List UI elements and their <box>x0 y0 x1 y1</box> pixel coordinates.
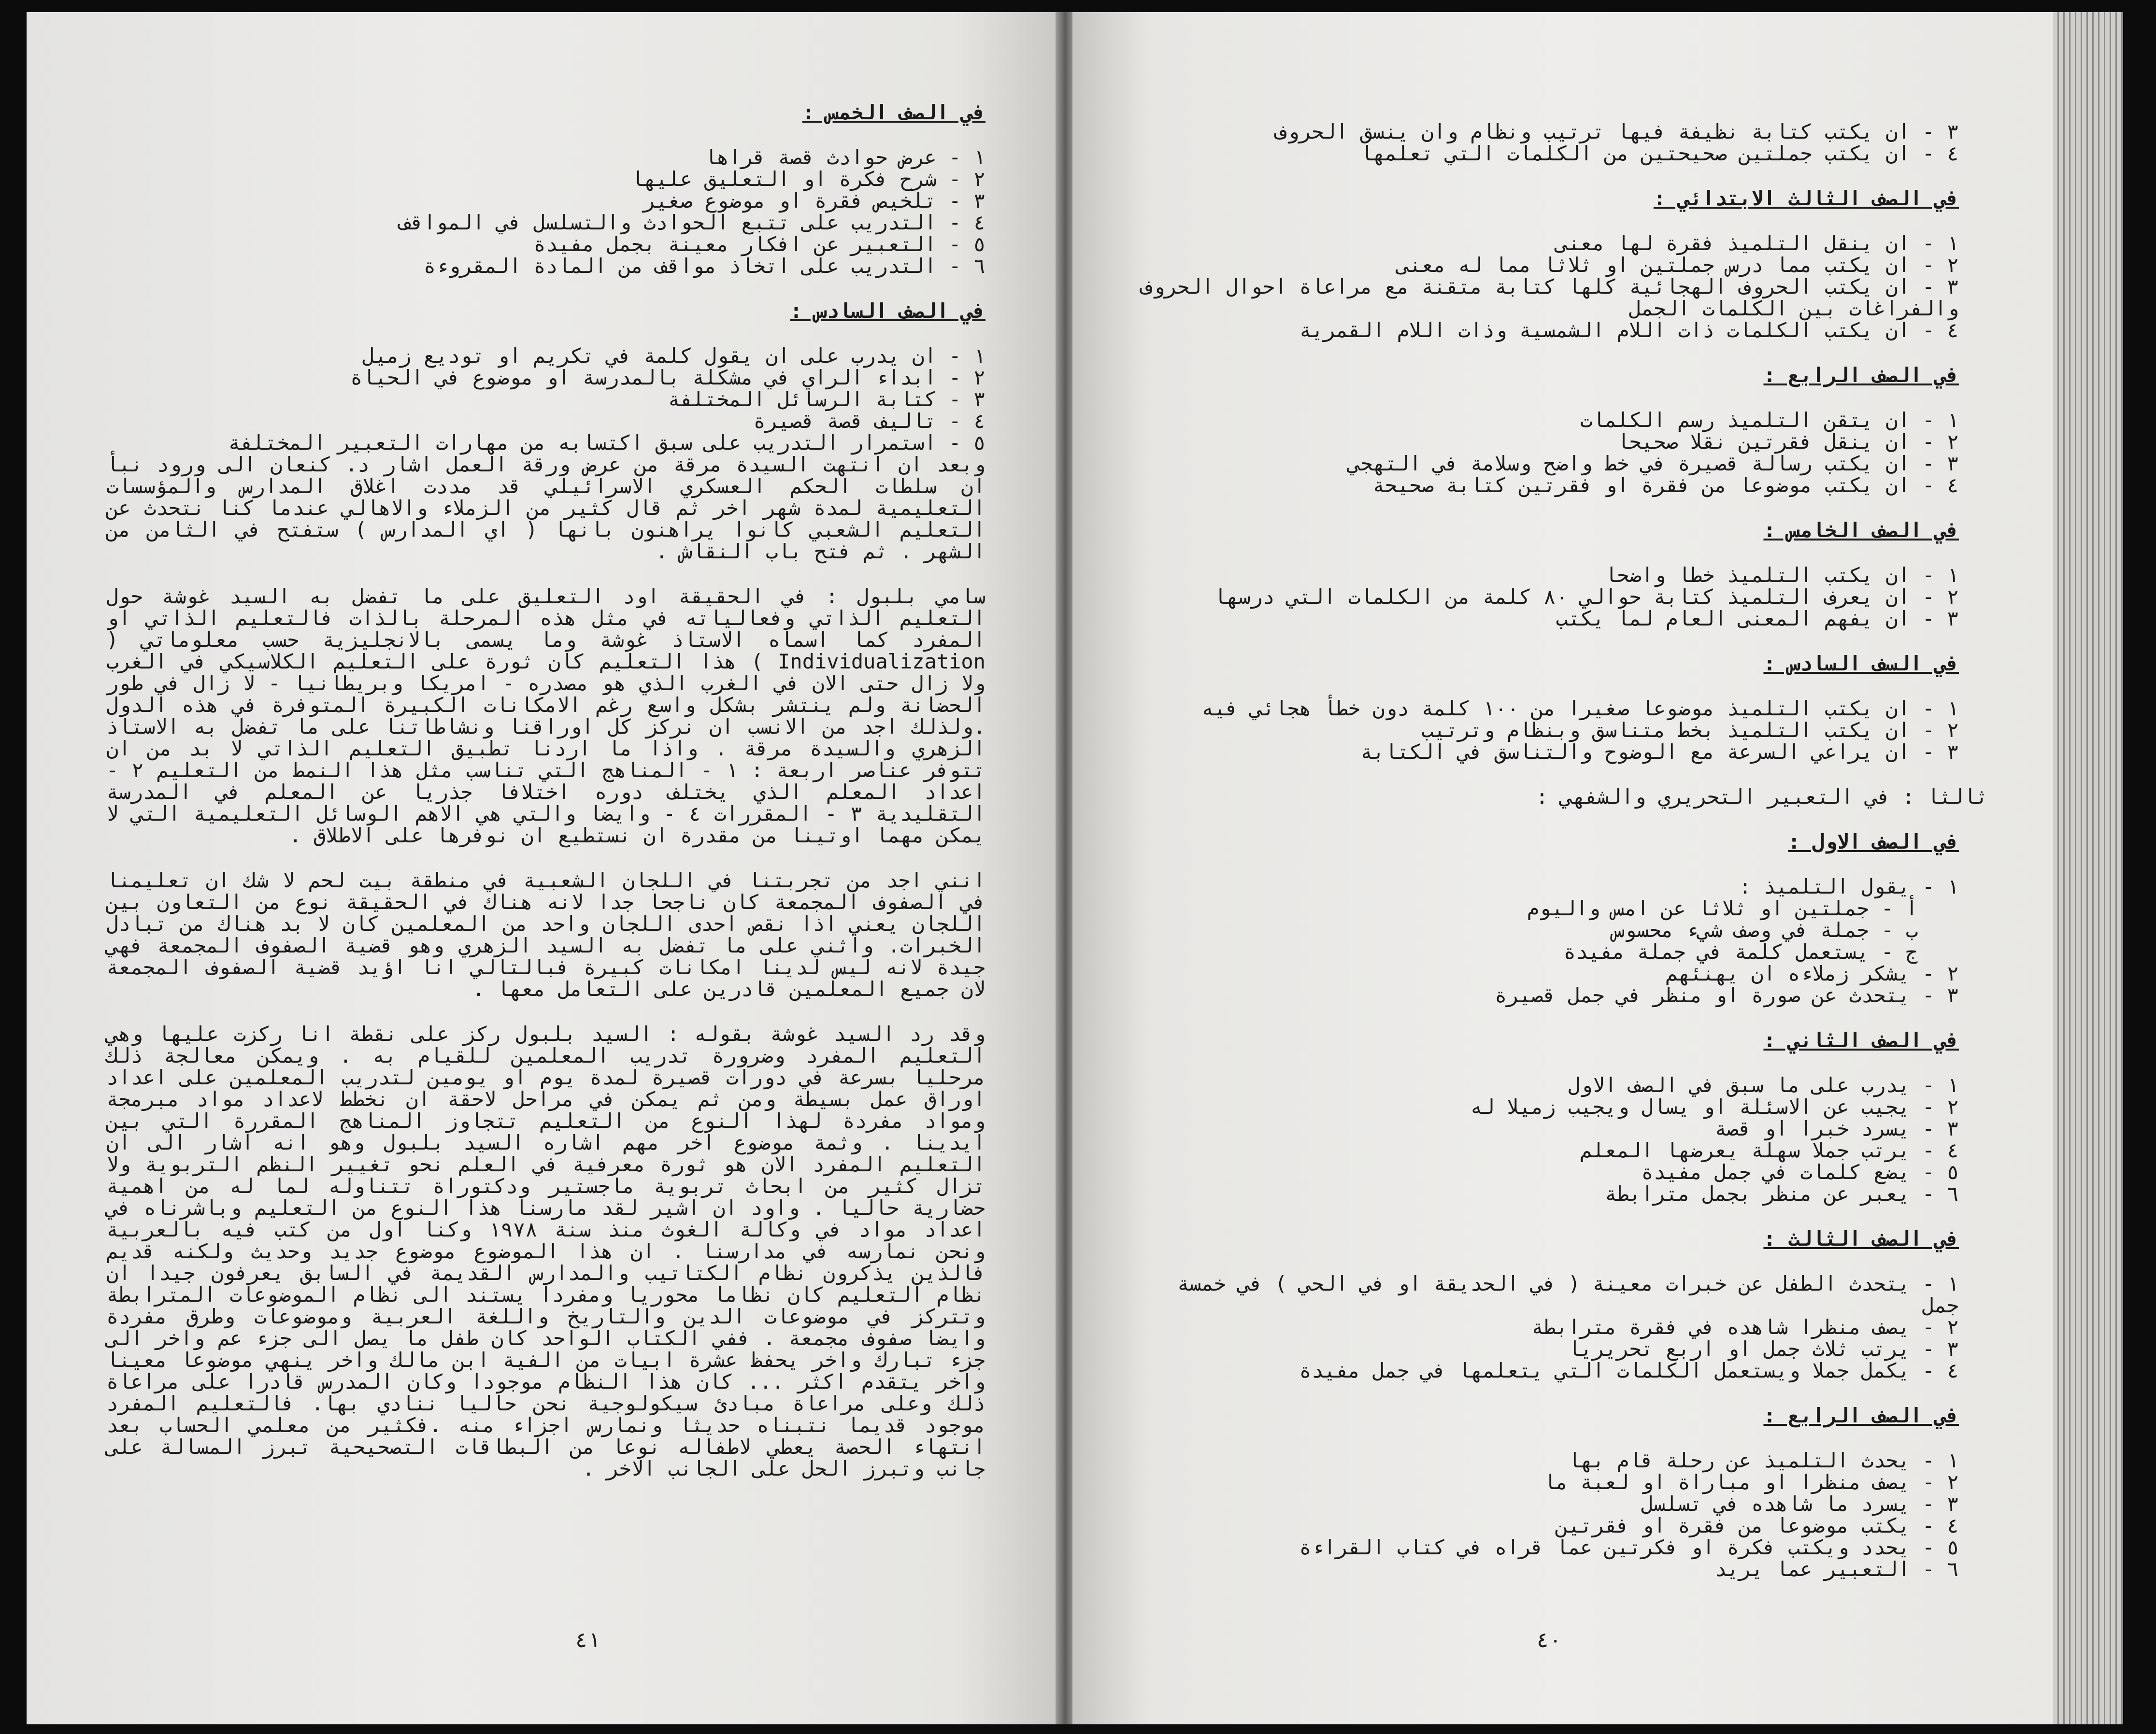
list-item: ٢ - يصف منظرا او مباراة او لعبة ما <box>1543 1470 1959 1494</box>
left-page-text <box>106 101 985 1479</box>
list-item: ٢ - ان ينقل فقرتين نقلا صحيحا <box>1616 430 1959 454</box>
list-item: ١ - يدرب على ما سبق في الصف الاول <box>1568 1073 1959 1097</box>
discussion-paragraph: وقد رد السيد غوشة بقوله : السيد بلبول ركز على نقطة انا ركزت عليها وهي التعليم المفرد وضرورة تدريب المعلمين للقيام به . ويمكن معالجة ذلك مرحليا بسرعة في دورات قصيرة لمدة يوم او يومين لتدريب المعلمين على اعداد اوراق عمل بسيطة ومن ثم يمكن في مراحل لاحقة ان نخطط لاعداد مواد مبرمجة ومواد مفردة لهذا النوع من التعليم تتجاوز المناهج المقررة التي بين ايدينا . وثمة موضوع اخر مهم اشاره السيد بلبول وهو انه اشار الى ان التعليم المفرد الان هو ثورة معرفية في العلم نحو تغيير النظم التربوية ولا تزال كثير من ابحاث تربوية ماجستير ودكتوراة تتناوله لما له من اهمية حضارية حاليا . واود ان اشير لقد مارسنا هذا النوع من التعليم وباشرناه في اعداد مواد في وكالة الغوث منذ سنة ١٩٧٨ وكنا اول من كتب فيه بالعربية ونحن نمارسه في مدارسنا . ان هذا الموضوع موضوع جديد وحديث ولكنه قديم فالذين يذكرون نظام الكتاتيب والمدارس القديمة في السابق يعرفون جيدا ان نظام التعليم كان نظاما محوريا ومفردا يستند الى نظام الموضوعات المترابطة وتتركز في موضوعات الدين والتاريخ واللغة العربية وموضوعات وطرق مفردة وايضا صفوف مجمعة . ففي الكتاب الواحد كان طفل ما يصل الى جزء عم واخر الى جزء تبارك واخر يحفظ عشرة ابيات من الفية ابن مالك واخر ينهي موضوعا معينا واخر يتقدم اكثر ... كان هذا النظام موجودا وكان المدرس قادرا على مراعاة ذلك وعلى مراعاة مبادئ سيكولوجية نحن حاليا ننادي بها. فالتعليم المفرد موجود قديما نتبناه حديثا ونمارس اجزاء منه .فكثير من معلمي الحساب بعد انتهاء الحصة يعطي لاطفاله نوعا من البطاقات التصحيحية تبرز المسالة على جانب وتبرز الحل على الجانب الاخر . <box>106 1022 985 1480</box>
list-item: ٣ - يسرد ما شاهده في تسلسل <box>1641 1492 1959 1516</box>
left-page <box>27 12 1058 1724</box>
discussion-paragraph: سامي بلبول : في الحقيقة اود التعليق على ما تفضل به السيد غوشة حول التعليم الذاتي وفعالياته في مثل هذه المرحلة بالذات فالتعليم الذاتي او المفرد كما اسماه الاستاذ غوشة وما يسمى بالانجليزية حسب معلوماتي ( Individualization ) هذا التعليم كان ثورة على التعليم الكلاسيكي في الغرب ولا زال حتى الان في الغرب الذي هو مصدره - امريكا وبريطانيا - لا زال في طور الحضانة ولم ينتشر بشكل واسع رغم الامكانات الكبيرة المتوفرة في هذه الدول .ولذلك اجد من الانسب ان نركز كل اوراقنا ونشاطاتنا على ما تفضل به الاستاذ الزهري والسيدة مرقة . واذا ما اردنا تطبيق التعليم الذاتي لا بد من ان تتوفر عناصر اربعة : ١ - المناهج التي تناسب مثل هذا النمط من التعليم ٢ - اعداد المعلم الذي يختلف دوره اختلافا جذريا عن المعلم في المدرسة التقليدية ٣ - المقررات ٤ - وايضا والتي هي الاهم الوسائل التعليمية التي لا يمكن مهما اوتينا من مقدرة ان نستطيع ان نوفرها على الاطلاق . <box>106 584 985 847</box>
list-item: ٥ - التعبير عن افكار معينة بجمل مفيدة <box>533 232 985 256</box>
list-item: ١ - ان يدرب على ان يقول كلمة في تكريم او توديع زميل <box>362 344 985 368</box>
right-page-text <box>1130 120 1988 1581</box>
section-heading: في الصف الثالث الابتدائي : <box>1653 186 1959 210</box>
section-heading: في الصف الخامس : <box>1763 518 1959 542</box>
list-item: ٤ - يكتب موضوعا من فقرة او فقرتين <box>1556 1514 1959 1537</box>
objectives-list <box>1130 232 1959 341</box>
list-item: ١ - ان ينقل التلميذ فقرة لها معنى <box>1556 231 1959 255</box>
list-item: ٣ - ان يراعي السرعة مع الوضوح والتناسق في الكتابة <box>1360 740 1959 764</box>
page-number: ٤٠ <box>1536 1628 1562 1652</box>
book-spine <box>1056 12 1075 1724</box>
list-item: ٦ - التعبير عما يريد <box>1714 1557 1959 1581</box>
list-item: ٥ - يحدد ويكتب فكرة او فكرتين عما قراه في كتاب القراءة <box>1299 1535 1959 1559</box>
section-heading: في السف السادس : <box>1763 652 1959 675</box>
list-item: ٤ - يرتب جملا سهلة يعرضها المعلم <box>1580 1138 1959 1162</box>
list-item: ٢ - ابداء الراي في مشكلة بالمدرسة او موضوع في الحياة <box>350 366 985 389</box>
objectives-list <box>1130 1273 1959 1381</box>
page-number: ٤١ <box>575 1628 600 1652</box>
list-item: ٦ - التدريب على اتخاذ مواقف من المادة المقروءة <box>423 254 985 278</box>
list-item: ٣ - ان يكتب الحروف الهجائية كلها كتابة متقنة مع مراعاة احوال الحروف والفراغات بين الكلمات الجمل <box>1140 275 1959 320</box>
discussion-paragraph: وبعد ان انتهت السيدة مرقة من عرض ورقة العمل اشار د. كنعان الى ورود نبأ ان سلطات الحكم العسكري الاسرائيلي قد مددت اغلاق المدارس والمؤسسات التعليمية لمدة شهر اخر ثم قال كثير من الزملاء والاهالي عندما كنا نتحدث عن التعليم الشعبي كانوا يراهنون بانها ( اي المدارس ) ستفتح في الثامن من الشهر . ثم فتح باب النقاش . <box>106 453 985 563</box>
list-item: ٣ - ان يفهم المعنى العام لما يكتب <box>1556 607 1959 630</box>
list-item: ٤ - ان يكتب الكلمات ذات اللام الشمسية وذات اللام القمرية <box>1299 318 1959 342</box>
list-item: ٣ - يرتب ثلاث جمل او اربع تحريريا <box>1568 1337 1959 1361</box>
list-item: ١ - ان يكتب التلميذ موضوعا صغيرا من ١٠٠ كلمة دون خطأ هجائي فيه <box>1201 696 1959 720</box>
list-item: ٢ - يشكر زملاءه ان يهنئهم <box>1666 962 1959 985</box>
list-item: ٤ - ان يكتب جملتين صحيحتين من الكلمات التي تعلمها <box>1360 142 1959 165</box>
list-item: ٢ - يجيب عن الاسئلة او يسال ويجيب زميلا له <box>1470 1095 1959 1119</box>
list-item: ج - يستعمل كلمة في جملة مفيدة <box>1563 940 1918 964</box>
list-item: ١ - ان يكتب التلميذ خطا واضحا <box>1604 563 1959 587</box>
list-item: ٢ - ان يكتب مما درس جملتين او ثلاثا مما له معنى <box>1397 253 1959 277</box>
part-heading: ثالثا : في التعبير التحريري والشفهي : <box>1536 785 1988 809</box>
list-item: ١ - يحدث التلميذ عن رحلة قام بها <box>1568 1449 1959 1472</box>
list-item: ٣ - تلخيص فقرة او موضوع صغير <box>643 189 985 213</box>
objectives-list <box>1130 1074 1959 1205</box>
list-item: ٤ - تاليف قصة قصيرة <box>753 409 985 433</box>
list-item: ٤ - التدريب على تتبع الحوادث والتسلسل في المواقف <box>399 211 985 234</box>
objectives-list <box>106 146 985 277</box>
list-item: ١ - يقول التلميذ : <box>1739 875 1959 898</box>
list-item: ٣ - يسرد خبرا او قصة <box>1714 1117 1959 1140</box>
list-item: ٥ - استمرار التدريب على سبق اكتسابه من مهارات التعبير المختلفة <box>228 431 985 455</box>
list-item: ٣ - كتابة الرسائل المختلفة <box>668 387 985 411</box>
list-item: ١ - عرض حوادث قصة قراها <box>704 145 985 169</box>
objectives-list <box>1130 876 1959 1006</box>
objectives-list <box>1130 1450 1959 1580</box>
open-booklet <box>27 12 2123 1724</box>
list-item: ٣ - ان يكتب كتابة نظيفة فيها ترتيب ونظام وان ينسق الحروف <box>1274 120 1959 143</box>
list-item: ٢ - يصف منظرا شاهده في فقرة مترابطة <box>1531 1315 1959 1339</box>
list-item: ٢ - ان يكتب التلميذ بخط متناسق وبنظام وترتيب <box>1421 718 1959 742</box>
section-heading: في الصف الاول : <box>1787 830 1959 853</box>
section-heading: في الصف الثالث : <box>1763 1227 1959 1251</box>
list-item: أ - جملتين او ثلاثا عن امس واليوم <box>1527 896 1918 920</box>
section-heading: في الصف الخمس : <box>802 100 985 124</box>
list-item: ب - جملة في وصف شيء محسوس <box>1612 918 1918 942</box>
list-item: ٥ - يضع كلمات في جمل مفيدة <box>1641 1160 1959 1184</box>
list-item: ١ - يتحدث الطفل عن خبرات معينة ( في الحديقة او في الحي ) في خمسة جمل <box>1177 1272 1959 1317</box>
right-page <box>1072 12 2053 1724</box>
section-heading: في الصف السادس : <box>790 299 985 323</box>
objectives-list <box>1130 697 1959 763</box>
section-heading: في الصف الثاني : <box>1763 1028 1959 1052</box>
objectives-list <box>1130 121 1959 164</box>
page-edges <box>2053 12 2123 1724</box>
list-item: ٤ - يكمل جملا ويستعمل الكلمات التي يتعلمها في جمل مفيدة <box>1299 1359 1959 1382</box>
list-item: ٣ - يتحدث عن صورة او منظر في جمل قصيرة <box>1495 983 1959 1007</box>
list-item: ٣ - ان يكتب رسالة قصيرة في خط واضح وسلامة في التهجي <box>1348 452 1959 475</box>
list-item: ٢ - ان يعرف التلميذ كتابة حوالي ٨٠ كلمة من الكلمات التي درسها <box>1214 585 1959 609</box>
objectives-list <box>106 345 985 454</box>
section-heading: في الصف الرابع : <box>1763 1404 1959 1427</box>
list-item: ٦ - يعبر عن منظر بجمل مترابطة <box>1604 1182 1959 1206</box>
discussion-paragraph: انني اجد من تجربتنا في اللجان الشعبية في منطقة بيت لحم لا شك ان تعليمنا في الصفوف المجمعة كان ناجحا جدا لانه هناك في الحقيقة نوع من التعاون بين اللجان يعني اذا نقص احدى اللجان واحد من المعلمين كان لا بد هناك من تبادل الخبرات. واثني على ما تفضل به السيد الزهري وهو قضية الصفوف المجمعة فهي جيدة لانه ليس لدينا امكانات كبيرة فبالتالي انا اؤيد قضية الصفوف المجمعة لان جميع المعلمين قادرين على التعامل معها . <box>106 868 985 1001</box>
list-item: ٤ - ان يكتب موضوعا من فقرة او فقرتين كتابة صحيحة <box>1372 473 1959 497</box>
list-item: ٢ - شرح فكرة او التعليق عليها <box>631 167 985 191</box>
objectives-list <box>1130 564 1959 629</box>
list-item: ١ - ان يتقن التلميذ رسم الكلمات <box>1580 408 1959 432</box>
objectives-list <box>1130 409 1959 496</box>
section-heading: في الصف الرابع : <box>1763 363 1959 387</box>
